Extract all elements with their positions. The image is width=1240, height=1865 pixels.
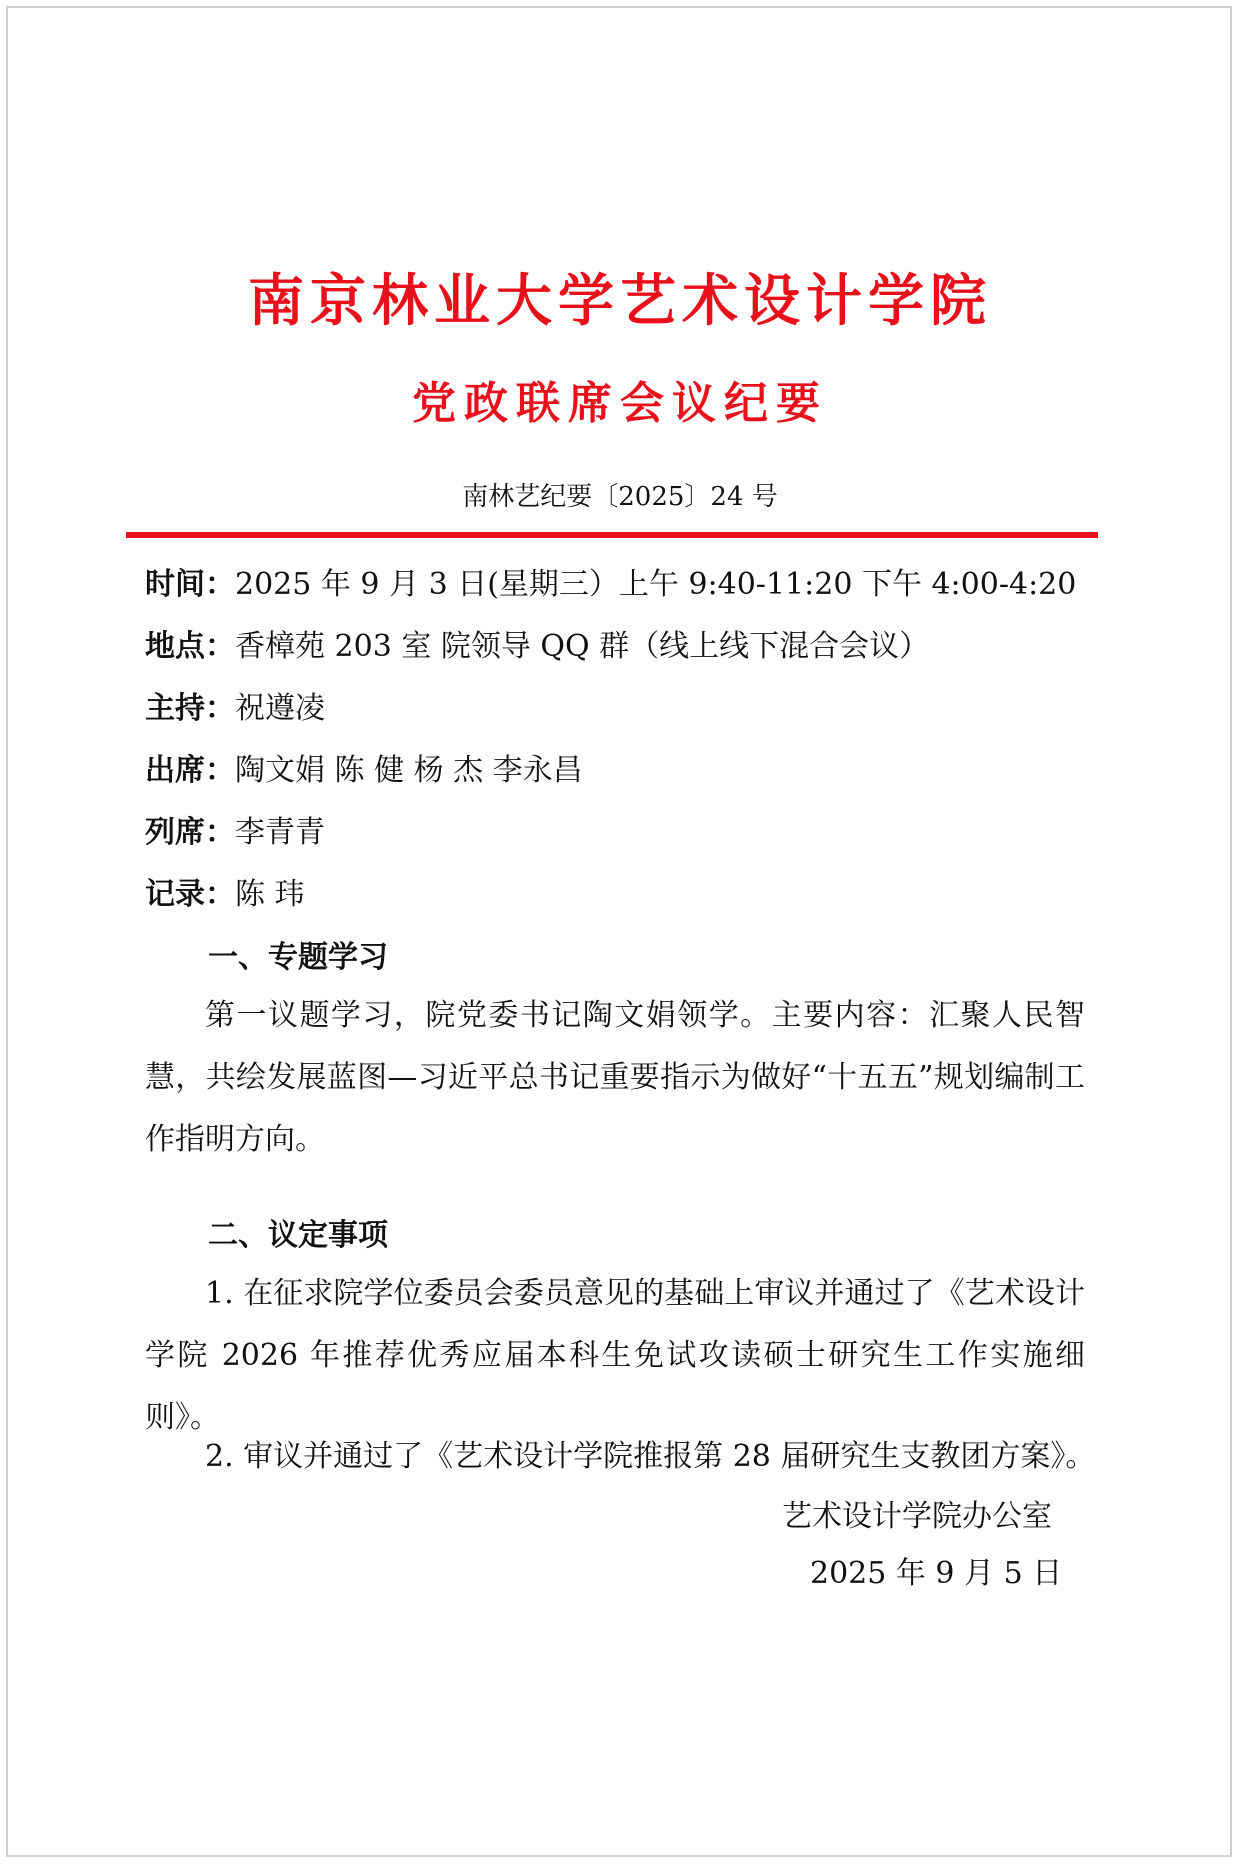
meta-host-value: 祝遵凌 [235, 691, 325, 726]
meta-recorder-value: 陈 玮 [235, 877, 305, 912]
meta-time-value: 2025 年 9 月 3 日(星期三）上午 9:40-11:20 下午 4:00-4:20 [235, 567, 1077, 602]
meta-time [145, 565, 1105, 604]
section-2-heading: 二、议定事项 [208, 1218, 388, 1253]
section-2-item-2: 2. 审议并通过了《艺术设计学院推报第 28 届研究生支教团方案》。 [205, 1439, 1096, 1474]
section-1-heading: 一、专题学习 [208, 940, 388, 975]
meta-observers [145, 813, 1105, 852]
section-2-item-1: 1. 在征求院学位委员会委员意见的基础上审议并通过了《艺术设计学院 2026 年推荐优秀应届本科生免试攻读硕士研究生工作实施细则》。 [145, 1276, 1085, 1435]
meta-host [145, 689, 1105, 728]
document-subtitle: 党政联席会议纪要 [412, 378, 828, 429]
meta-attendees-label: 出席： [145, 753, 235, 788]
meta-recorder [145, 875, 1105, 914]
signature-office: 艺术设计学院办公室 [782, 1499, 1052, 1534]
meta-attendees-value: 陶文娟 陈 健 杨 杰 李永昌 [235, 753, 583, 788]
section-1-paragraph: 第一议题学习，院党委书记陶文娟领学。主要内容：汇聚人民智慧，共绘发展蓝图—习近平总书记重要指示为做好“十五五”规划编制工作指明方向。 [145, 998, 1085, 1157]
document-number: 南林艺纪要〔2025〕24 号 [462, 482, 778, 512]
document-title: 南京林业大学艺术设计学院 [248, 269, 992, 334]
meta-recorder-label: 记录： [145, 877, 235, 912]
meta-observers-label: 列席： [145, 815, 235, 850]
red-divider-line [126, 532, 1098, 538]
signature-date: 2025 年 9 月 5 日 [810, 1556, 1063, 1591]
meta-location [145, 627, 1105, 666]
meta-attendees [145, 751, 1105, 790]
meta-location-label: 地点： [145, 629, 235, 664]
meta-location-value: 香樟苑 203 室 院领导 QQ 群（线上线下混合会议） [235, 629, 930, 664]
meta-time-label: 时间： [145, 567, 235, 602]
meta-observers-value: 李青青 [235, 815, 325, 850]
meta-host-label: 主持： [145, 691, 235, 726]
